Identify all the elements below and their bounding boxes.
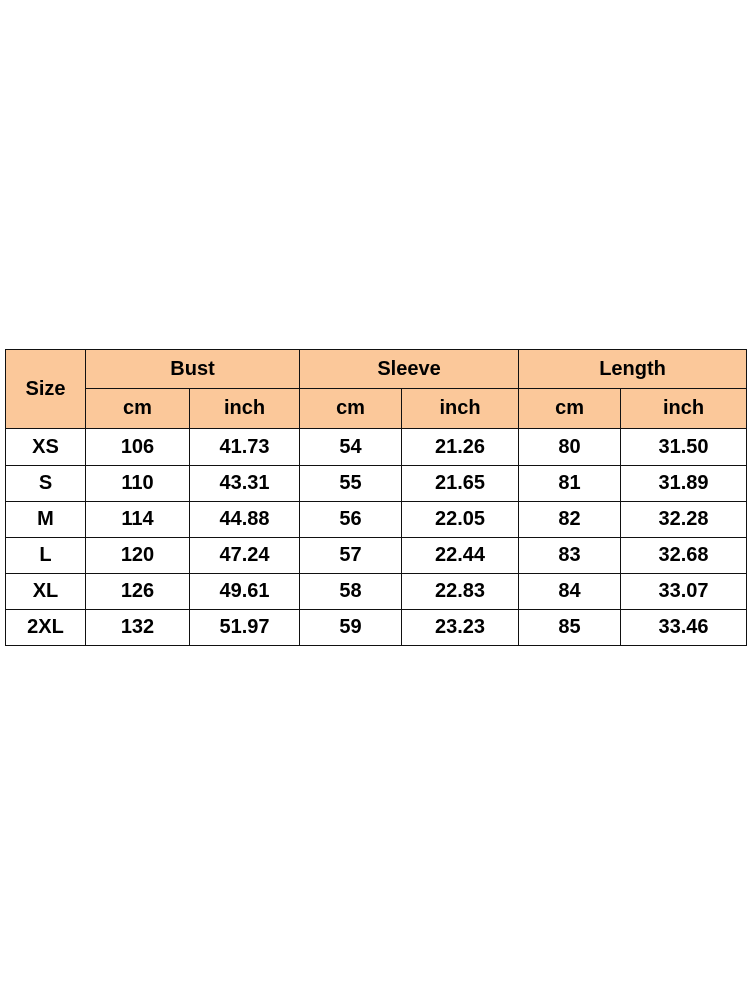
unit-header: cm [519, 389, 621, 429]
size-cell: L [6, 538, 86, 574]
value-cell: 58 [300, 574, 402, 610]
value-cell: 80 [519, 429, 621, 466]
value-cell: 22.83 [402, 574, 519, 610]
value-cell: 55 [300, 466, 402, 502]
table-row [6, 466, 747, 502]
value-cell: 110 [86, 466, 190, 502]
size-header: Size [6, 350, 86, 429]
value-cell: 82 [519, 502, 621, 538]
table-row [6, 429, 747, 466]
value-cell: 23.23 [402, 610, 519, 646]
value-cell: 57 [300, 538, 402, 574]
table-row [6, 574, 747, 610]
size-cell: 2XL [6, 610, 86, 646]
header-group-row [6, 350, 747, 389]
value-cell: 33.07 [621, 574, 747, 610]
value-cell: 32.28 [621, 502, 747, 538]
value-cell: 56 [300, 502, 402, 538]
table-row [6, 538, 747, 574]
header-unit-row [6, 389, 747, 429]
value-cell: 83 [519, 538, 621, 574]
value-cell: 43.31 [190, 466, 300, 502]
size-cell: XL [6, 574, 86, 610]
value-cell: 22.05 [402, 502, 519, 538]
unit-header: cm [86, 389, 190, 429]
size-cell: M [6, 502, 86, 538]
value-cell: 33.46 [621, 610, 747, 646]
value-cell: 32.68 [621, 538, 747, 574]
value-cell: 126 [86, 574, 190, 610]
value-cell: 47.24 [190, 538, 300, 574]
value-cell: 85 [519, 610, 621, 646]
group-header-sleeve: Sleeve [300, 350, 519, 389]
value-cell: 54 [300, 429, 402, 466]
value-cell: 49.61 [190, 574, 300, 610]
size-chart-table [5, 349, 747, 646]
value-cell: 132 [86, 610, 190, 646]
size-cell: XS [6, 429, 86, 466]
value-cell: 31.89 [621, 466, 747, 502]
value-cell: 106 [86, 429, 190, 466]
table-row [6, 502, 747, 538]
size-cell: S [6, 466, 86, 502]
unit-header: inch [190, 389, 300, 429]
value-cell: 84 [519, 574, 621, 610]
group-header-length: Length [519, 350, 747, 389]
table-row [6, 610, 747, 646]
value-cell: 114 [86, 502, 190, 538]
value-cell: 44.88 [190, 502, 300, 538]
value-cell: 81 [519, 466, 621, 502]
value-cell: 21.65 [402, 466, 519, 502]
value-cell: 31.50 [621, 429, 747, 466]
value-cell: 59 [300, 610, 402, 646]
unit-header: cm [300, 389, 402, 429]
unit-header: inch [402, 389, 519, 429]
group-header-bust: Bust [86, 350, 300, 389]
value-cell: 21.26 [402, 429, 519, 466]
value-cell: 41.73 [190, 429, 300, 466]
value-cell: 120 [86, 538, 190, 574]
value-cell: 22.44 [402, 538, 519, 574]
value-cell: 51.97 [190, 610, 300, 646]
unit-header: inch [621, 389, 747, 429]
